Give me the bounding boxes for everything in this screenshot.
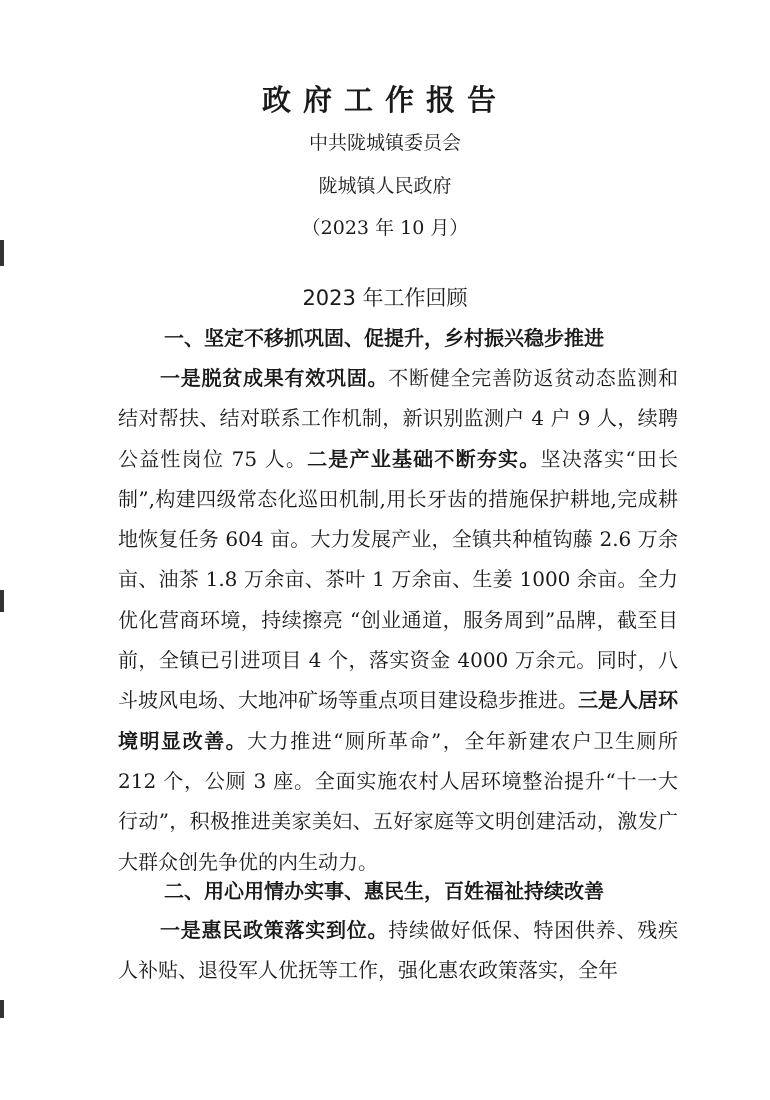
- scan-edge-mark: [0, 1000, 4, 1018]
- point-3-title: 三是人居环境明显改善。: [118, 688, 678, 753]
- review-heading: 2023 年工作回顾: [302, 286, 468, 310]
- document-title: 政府工作报告: [261, 83, 508, 117]
- issuer-party-committee: 中共陇城镇委员会: [308, 132, 461, 154]
- document-date: （2023 年 10 月）: [301, 217, 469, 239]
- scan-edge-mark: [0, 590, 4, 612]
- point-1-title: 一是脱贫成果有效巩固。: [160, 366, 389, 390]
- point-2-title: 二是产业基础不断夯实。: [307, 446, 541, 471]
- point-1-text: 持续做好低保、特困供养、残疾人补贴、退役军人优抚等工作，强化惠农政策落实，全年: [118, 918, 678, 983]
- point-1-title: 一是惠民政策落实到位。: [160, 918, 389, 942]
- section-body-2: [118, 910, 678, 991]
- section-heading-2: 二、用心用情办实事、惠民生，百姓福祉持续改善: [164, 879, 604, 903]
- point-3-text: 大力推进“厕所革命”，全年新建农户卫生厕所 212 个，公厕 3 座。全面实施农村人居环境整治提升“十一大行动”，积极推进美家美妇、五好家庭等文明创建活动，激发广大群众创先争优的内生动力。: [118, 728, 679, 874]
- point-2-text: 坚决落实“田长制”,构建四级常态化巡田机制,用长牙齿的措施保护耕地,完成耕地恢复任务 604 亩。大力发展产业，全镇共种植钩藤 2.6 万余亩、油茶 1.8 万余亩、茶叶 1 万余亩、生姜 1000 余亩。全力优化营商环境，持续擦亮 “创业通道，服务周到”品牌，截至目前，全镇已引进项目 4 个，落实资金 4000 万余元。同时，八斗坡风电场、大地冲矿场等重点项目建设稳步推进。: [118, 446, 678, 713]
- scan-edge-mark: [0, 240, 4, 266]
- issuer-government: 陇城镇人民政府: [318, 175, 452, 197]
- section-body-1: [118, 358, 678, 882]
- point-1-text: 不断健全完善防返贫动态监测和结对帮扶、结对联系工作机制，新识别监测户 4 户 9 人，续聘公益性岗位 75 人。: [118, 366, 678, 471]
- section-heading-1: 一、坚定不移抓巩固、促提升，乡村振兴稳步推进: [164, 326, 604, 350]
